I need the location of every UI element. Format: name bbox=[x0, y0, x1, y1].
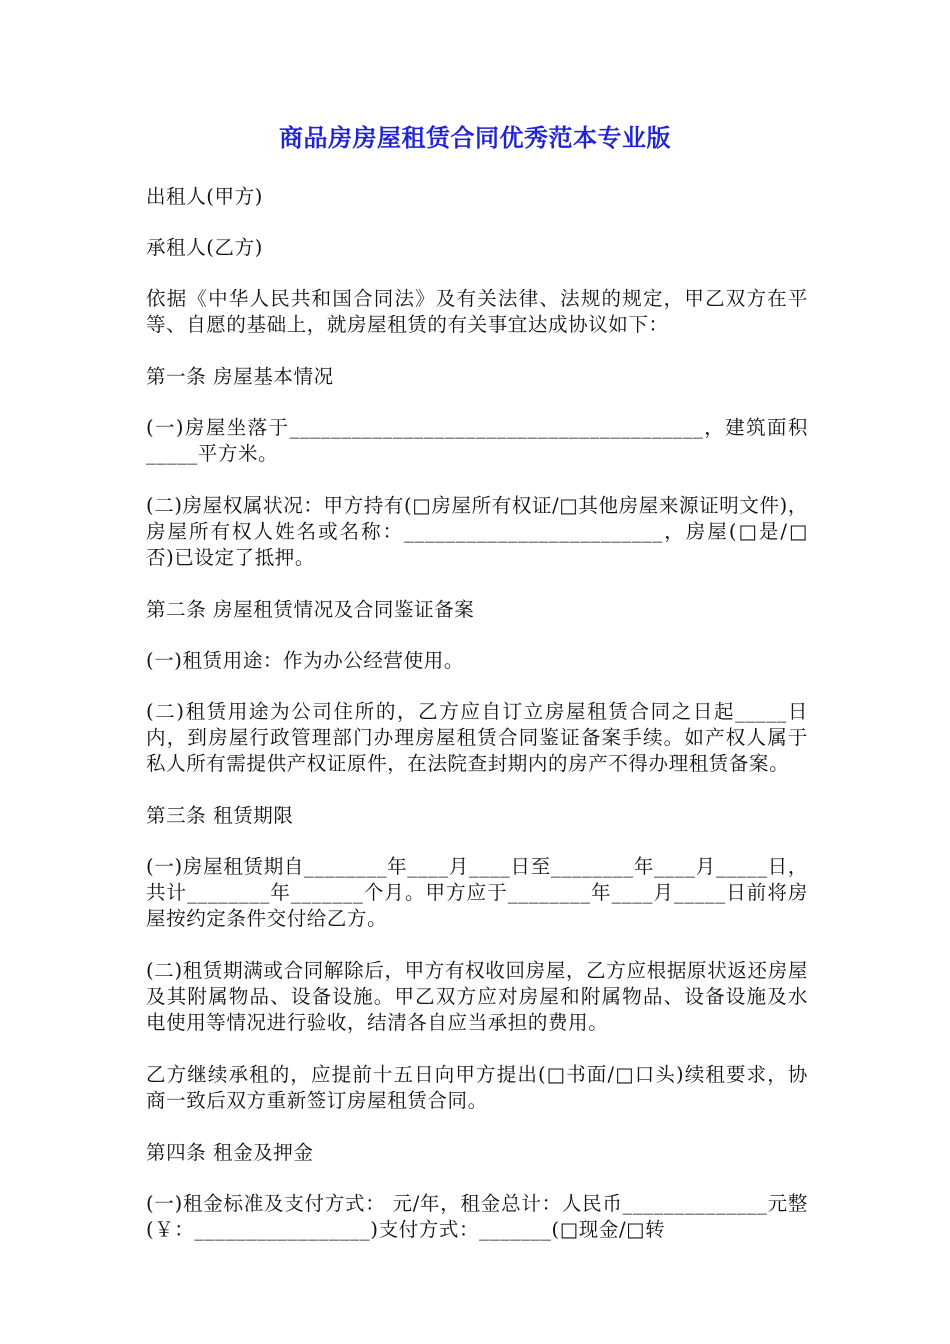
article-1-clause-1: (一)房屋坐落于________________________________________，建筑面积 _____平方米。 bbox=[146, 416, 808, 465]
article-2-clause-2: (二)租赁用途为公司住所的，乙方应自订立房屋租赁合同之日起_____日内，到房屋行政管理部门办理房屋租赁合同鉴证备案手续。如产权人属于私人所有需提供产权证原件，在法院查封期内的房产不得办理租赁备案。 bbox=[146, 700, 808, 775]
article-2-heading: 第二条 房屋租赁情况及合同鉴证备案 bbox=[146, 598, 475, 621]
lessor-line: 出租人(甲方) bbox=[146, 185, 263, 208]
renewal-paragraph: 乙方继续承租的，应提前十五日向甲方提出(□书面/□口头)续租要求，协商一致后双方重新签订房屋租赁合同。 bbox=[146, 1063, 808, 1112]
article-3-heading: 第三条 租赁期限 bbox=[146, 804, 294, 827]
article-1-heading: 第一条 房屋基本情况 bbox=[146, 365, 334, 388]
document-title: 商品房房屋租赁合同优秀范本专业版 bbox=[279, 124, 671, 152]
article-4-heading: 第四条 租金及押金 bbox=[146, 1141, 314, 1164]
article-1-clause-2: (二)房屋权属状况：甲方持有(□房屋所有权证/□其他房屋来源证明文件)，房屋所有权人姓名或名称：_________________________，房屋(□是/□否)已设定了抵押。 bbox=[146, 494, 808, 569]
article-2-clause-1: (一)租赁用途：作为办公经营使用。 bbox=[146, 649, 464, 672]
article-4-clause-1: (一)租金标准及支付方式： 元/年，租金总计：人民币______________元整(￥：_________________)支付方式：_______(□现金/□转 bbox=[146, 1192, 808, 1241]
preamble-paragraph: 依据《中华人民共和国合同法》及有关法律、法规的规定，甲乙双方在平等、自愿的基础上，就房屋租赁的有关事宜达成协议如下： bbox=[146, 287, 808, 336]
document-body bbox=[146, 184, 808, 1269]
article-3-clause-2: (二)租赁期满或合同解除后，甲方有权收回房屋，乙方应根据原状返还房屋及其附属物品、设备设施。甲乙双方应对房屋和附属物品、设备设施及水电使用等情况进行验收，结清各自应当承担的费用。 bbox=[146, 959, 808, 1034]
lessee-line: 承租人(乙方) bbox=[146, 236, 263, 259]
article-3-clause-1: (一)房屋租赁期自________年____月____日至________年____月_____日，共计________年_______个月。甲方应于________年____月_____日前将房屋按约定条件交付给乙方。 bbox=[146, 855, 808, 930]
